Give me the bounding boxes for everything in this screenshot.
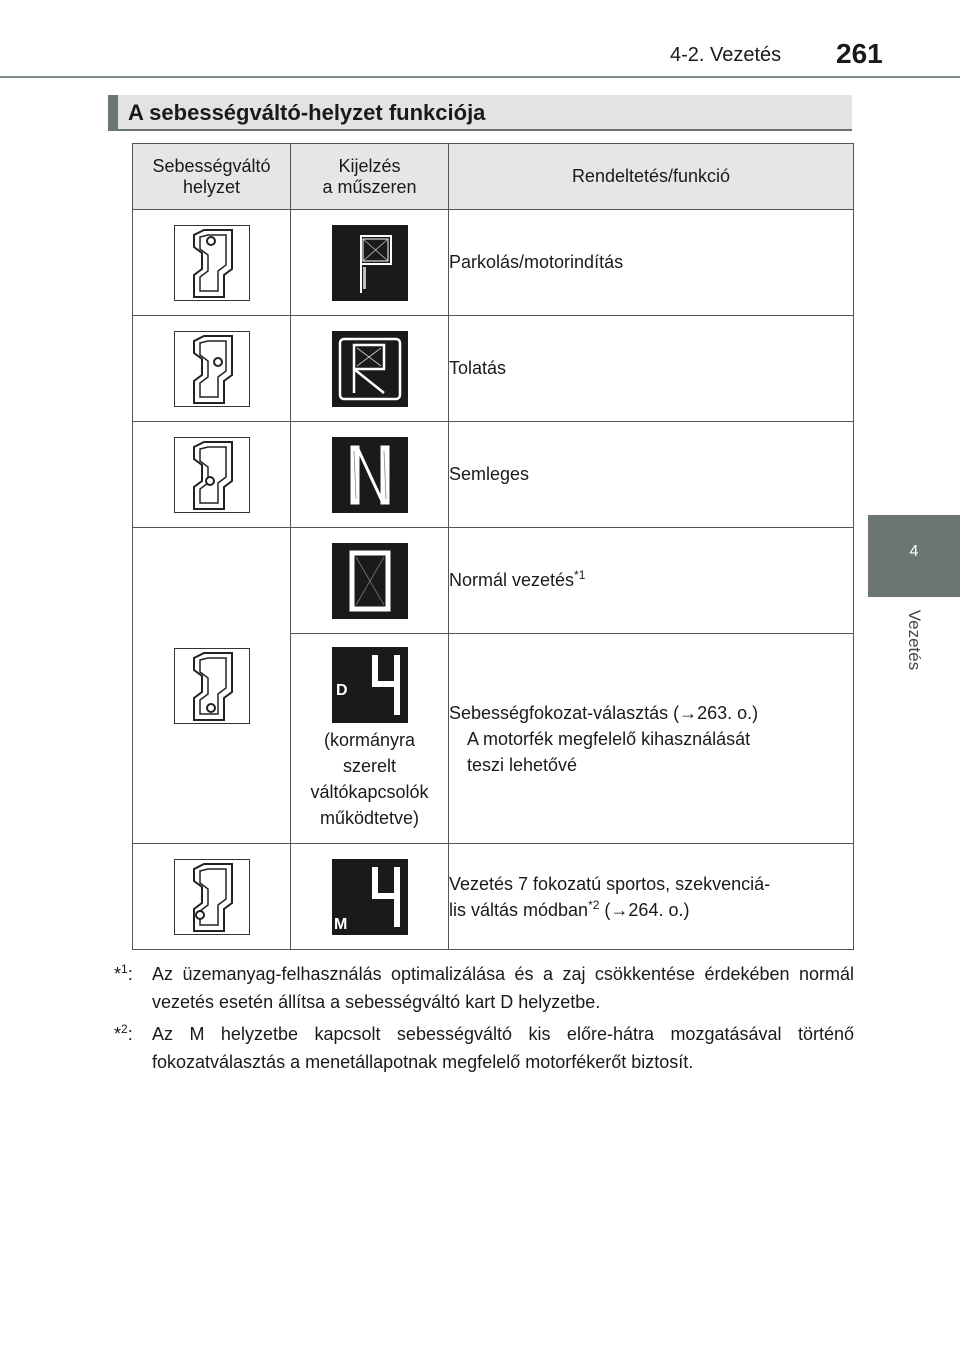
chapter-name: Vezetés	[905, 609, 924, 671]
gate-cell	[133, 844, 291, 950]
page-number: 261	[836, 38, 883, 69]
gate-cell	[133, 316, 291, 422]
display-cell	[291, 422, 449, 528]
shift-gate-m-icon	[174, 859, 250, 935]
display-m-gear-icon	[332, 859, 408, 935]
display-p-icon	[332, 225, 408, 301]
footnote-2: *$^2$: Az M helyzetbe kapcsolt sebességváltó kis előre-hátra mozgatásával történő fokozatválasztás a menetállapotnak megfelelő motorfékerőt biztosít.	[114, 1022, 854, 1072]
chapter-number: 4	[909, 543, 919, 560]
display-badge-d: D	[335, 681, 348, 699]
footnote-ref-1: *1	[574, 568, 586, 582]
section-heading-text: A sebességváltó-helyzet funkciója	[128, 100, 486, 125]
function-cell: Tolatás	[449, 316, 854, 422]
table-row-d	[133, 528, 854, 634]
header-shift-position: Sebességváltó helyzet	[133, 144, 291, 210]
gate-cell	[133, 210, 291, 316]
display-cell	[291, 316, 449, 422]
function-cell: Semleges	[449, 422, 854, 528]
function-cell: Parkolás/motorindítás	[449, 210, 854, 316]
table-row-r	[133, 316, 854, 422]
display-cell	[291, 528, 449, 634]
display-cell	[291, 634, 449, 844]
page-header	[0, 0, 960, 78]
gate-cell	[133, 528, 291, 844]
header-function: Rendeltetés/funkció	[449, 144, 854, 210]
table-row-p	[133, 210, 854, 316]
chapter-tab	[868, 515, 960, 597]
display-note: (kormányra szerelt váltókapcsolók működtetve)	[310, 729, 429, 828]
table-row-m	[133, 844, 854, 950]
display-cell	[291, 844, 449, 950]
function-cell: Vezetés 7 fokozatú sportos, szekvenciá- lis váltás módban$^{*2}$ (→264. o.)	[449, 844, 854, 950]
shift-gate-p-icon	[174, 225, 250, 301]
shift-gate-d-icon	[174, 648, 250, 724]
table-header-row	[133, 144, 854, 210]
header-rule	[0, 76, 960, 78]
display-n-icon	[332, 437, 408, 513]
footnote-1: *$^1$: Az üzemanyag-felhasználás optimalizálása és a zaj csökkentése érdekében normál vezetés esetén állítsa a sebességváltó kart D helyzetbe.	[114, 962, 854, 1012]
display-d-icon	[332, 543, 408, 619]
function-cell: Normál vezetés$^{*1}$	[449, 528, 854, 634]
footnote-ref-2: *2	[588, 897, 600, 912]
display-badge-m: M	[333, 915, 347, 933]
shift-gate-n-icon	[174, 437, 250, 513]
gear-position-table	[132, 143, 854, 950]
chapter-label	[868, 600, 960, 690]
table-row-n	[133, 422, 854, 528]
display-cell	[291, 210, 449, 316]
display-r-icon	[332, 331, 408, 407]
header-display: Kijelzés a műszeren	[291, 144, 449, 210]
section-title: 4-2. Vezetés	[670, 44, 782, 66]
function-cell: Sebességfokozat-választás (→263. o.) A motorfék megfelelő kihasználását teszi lehetővé	[449, 634, 854, 844]
display-d-gear-icon	[332, 647, 408, 723]
section-heading	[108, 95, 852, 131]
shift-gate-r-icon	[174, 331, 250, 407]
gate-cell	[133, 422, 291, 528]
